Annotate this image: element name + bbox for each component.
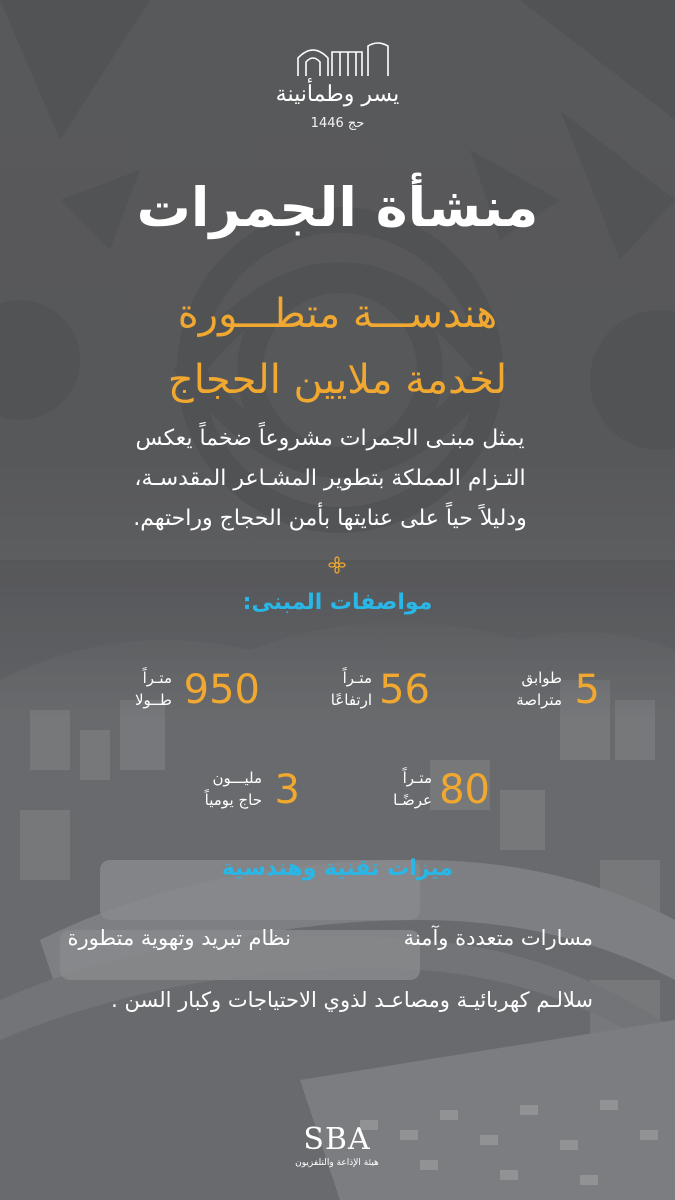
stat-label-bottom: عرضًـا xyxy=(393,791,432,809)
subtitle-line-2: لخدمة ملايين الحجاج xyxy=(167,357,508,403)
stat-length xyxy=(100,660,260,720)
logo-text: يسر وطمأنينة xyxy=(275,82,400,107)
stat-value: 5 xyxy=(574,667,600,713)
stat-label-top: متـراً xyxy=(142,669,172,687)
flower-ornament-icon xyxy=(328,556,346,574)
stat-value: 80 xyxy=(439,767,490,813)
stat-label-top: متـراً xyxy=(342,669,372,687)
sba-caption: هيئة الإذاعة والتلفزيون xyxy=(295,1158,379,1168)
stat-label-top: متـراً xyxy=(402,769,432,787)
stat-value: 950 xyxy=(183,667,260,713)
stat-width xyxy=(360,760,490,820)
intro-line-1: يمثل مبنـى الجمرات مشروعاً ضخماً يعكس xyxy=(135,426,525,451)
features-heading: ميزات تقنية وهندسية xyxy=(221,856,454,881)
intro-line-2: التـزام المملكة بتطوير المشـاعر المقدسـة، xyxy=(134,466,526,491)
specs-heading: مواصفات المبنى: xyxy=(242,590,433,615)
stat-floors xyxy=(480,660,600,720)
feature-item: مسارات متعددة وآمنة xyxy=(403,926,593,950)
sba-logo xyxy=(287,1124,387,1170)
sba-logo-text: SBA xyxy=(303,1122,371,1157)
stat-label-top: مليـــون xyxy=(212,769,262,787)
hajj-year-label: حج 1446 xyxy=(310,116,365,131)
feature-item: نظام تبريد وتهوية متطورة xyxy=(67,926,291,950)
stat-label-top: طوابق xyxy=(521,669,562,687)
stat-label-bottom: حاج يومياً xyxy=(204,791,262,809)
stat-label-bottom: ارتفاعًا xyxy=(330,691,372,709)
page-title: منشأة الجمرات xyxy=(136,176,539,239)
feature-item: سلالـم كهربائيـة ومصاعـد لذوي الاحتياجات وكبار السن . xyxy=(111,988,593,1012)
stat-height xyxy=(300,660,430,720)
subtitle-line-1: هندســـة متطـــورة xyxy=(177,291,498,337)
stat-value: 3 xyxy=(274,767,300,813)
stat-label-bottom: طــولا xyxy=(134,691,172,709)
stat-value: 56 xyxy=(379,667,430,713)
stat-pilgrims xyxy=(170,760,300,820)
intro-line-3: ودليلاً حياً على عنايتها بأمن الحجاج وراحتهم. xyxy=(133,506,527,531)
stat-label-bottom: متراصة xyxy=(516,691,562,709)
